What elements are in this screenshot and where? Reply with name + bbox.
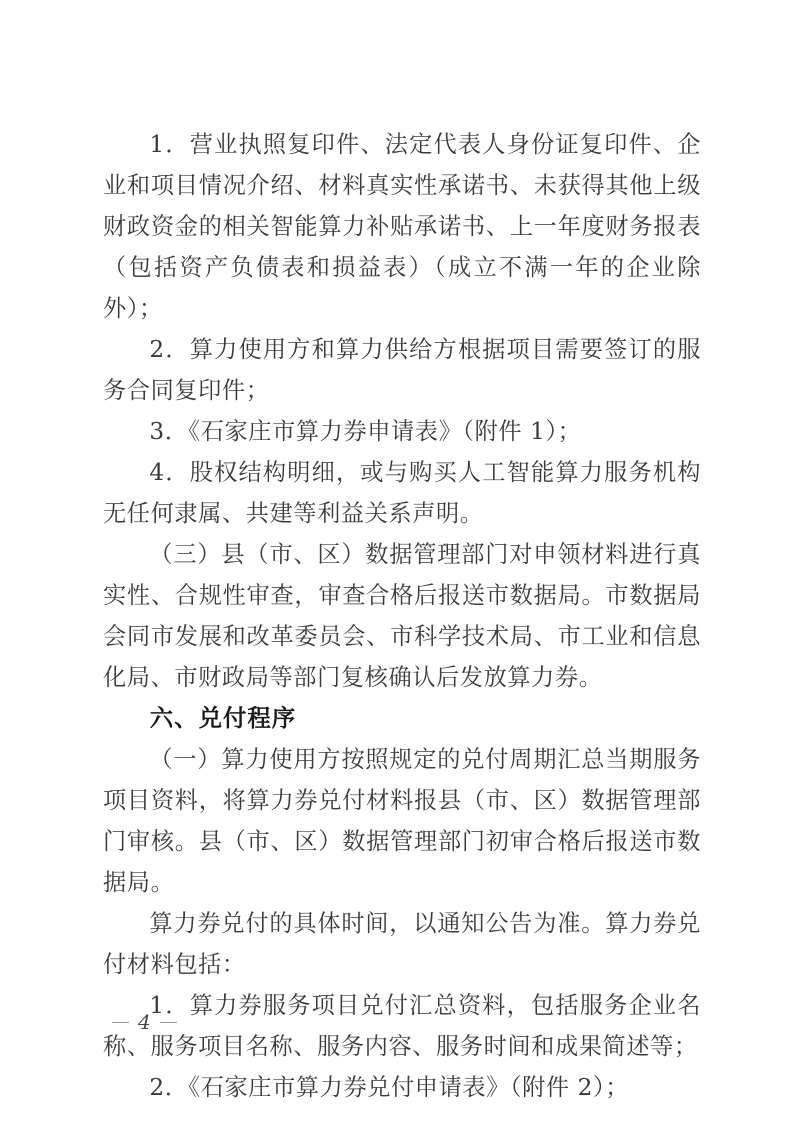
section-heading-six-redemption-procedure: 六、兑付程序: [149, 704, 297, 732]
list-item-3-application-form: 3．《石家庄市算力券申请表》（附件 1）；: [149, 418, 582, 445]
list-item-1-application-materials: 1．营业执照复印件、法定代表人身份证复印件、企业和项目情况介绍、材料真实性承诺书、未获得其他上级财政资金的相关智能算力补贴承诺书、上一年度财务报表（包括资产负债表和损益表）（成立不满一年的企业除外）；: [103, 131, 701, 322]
list-item-2-redemption-form: 2．《石家庄市算力券兑付申请表》（附件 2）；: [149, 1074, 630, 1101]
paragraph-one-redemption-cycle: （一）算力使用方按照规定的兑付周期汇总当期服务项目资料，将算力券兑付材料报县（市、区）数据管理部门审核。县（市、区）数据管理部门初审合格后报送市数据局。: [103, 746, 701, 896]
list-item-4-equity-structure: 4．股权结构明细，或与购买人工智能算力服务机构无任何隶属、共建等利益关系声明。: [103, 459, 701, 527]
list-item-1-redemption-summary: 1．算力券服务项目兑付汇总资料，包括服务企业名称、服务项目名称、服务内容、服务时间和成果简述等；: [103, 992, 701, 1060]
page-number: 4: [138, 1010, 151, 1034]
footer-dash-right: [160, 1022, 177, 1023]
list-item-2-service-contract: 2．算力使用方和算力供给方根据项目需要签订的服务合同复印件；: [103, 336, 701, 404]
document-body-text: [103, 124, 701, 1108]
paragraph-three-county-review: （三）县（市、区）数据管理部门对申领材料进行真实性、合规性审查，审查合格后报送市数据局。市数据局会同市发展和改革委员会、市科学技术局、市工业和信息化局、市财政局等部门复核确认后发放算力券。: [103, 541, 701, 691]
paragraph-redemption-time-notice: 算力券兑付的具体时间，以通知公告为准。算力券兑付材料包括：: [103, 910, 701, 978]
page-footer: [103, 1005, 701, 1039]
footer-dash-left: [112, 1022, 129, 1023]
